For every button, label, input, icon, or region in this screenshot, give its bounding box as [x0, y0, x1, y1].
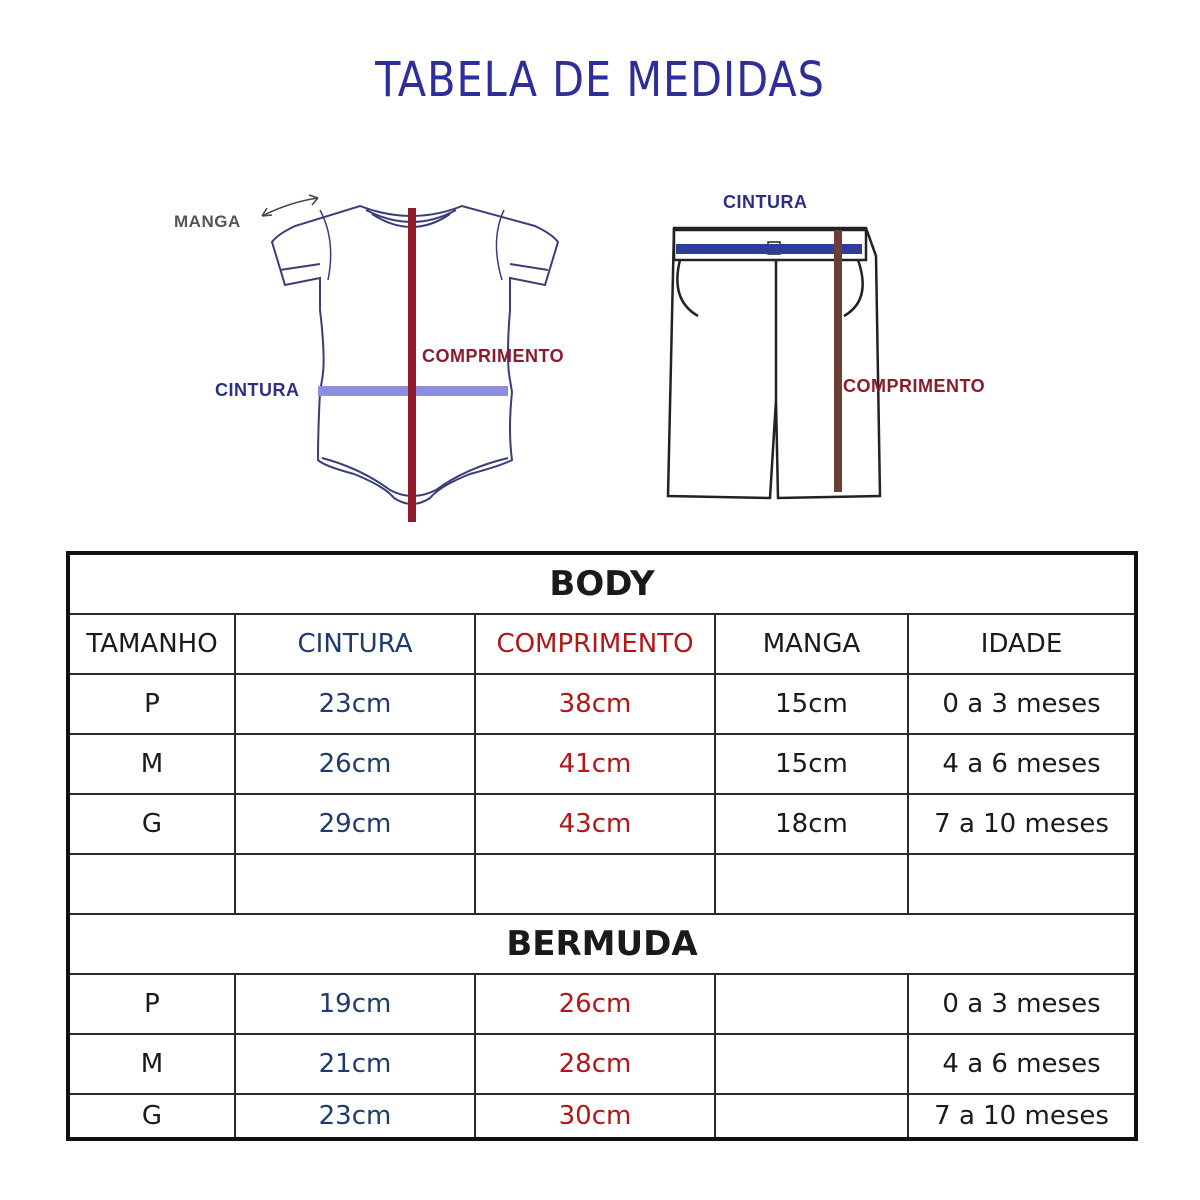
waist-cell: 19cm — [235, 974, 475, 1034]
waist-cell: 21cm — [235, 1034, 475, 1094]
body-waist-label: CINTURA — [215, 380, 300, 400]
sleeve-arrow-icon — [262, 195, 318, 216]
size-cell: P — [68, 674, 235, 734]
waist-cell: 29cm — [235, 794, 475, 854]
age-cell: 7 a 10 meses — [908, 1094, 1136, 1139]
size-cell: P — [68, 974, 235, 1034]
sleeve-cell — [715, 974, 908, 1034]
table-row — [68, 734, 1136, 794]
header-waist: CINTURA — [235, 614, 475, 674]
table-row — [68, 1034, 1136, 1094]
body-section-row — [68, 553, 1136, 614]
age-cell: 0 a 3 meses — [908, 974, 1136, 1034]
header-sleeve: MANGA — [715, 614, 908, 674]
table-row — [68, 974, 1136, 1034]
age-cell: 7 a 10 meses — [908, 794, 1136, 854]
table-row — [68, 674, 1136, 734]
table-row — [68, 1094, 1136, 1139]
size-cell: G — [68, 1094, 235, 1139]
waist-cell: 23cm — [235, 1094, 475, 1139]
empty-row — [68, 854, 1136, 914]
header-age: IDADE — [908, 614, 1136, 674]
length-cell: 41cm — [475, 734, 715, 794]
size-cell: G — [68, 794, 235, 854]
age-cell: 4 a 6 meses — [908, 1034, 1136, 1094]
length-cell: 38cm — [475, 674, 715, 734]
body-length-label: COMPRIMENTO — [422, 346, 565, 366]
size-table — [66, 551, 1138, 1141]
table-row — [68, 794, 1136, 854]
size-cell: M — [68, 734, 235, 794]
sleeve-cell — [715, 1034, 908, 1094]
sleeve-cell: 15cm — [715, 734, 908, 794]
sleeve-cell — [715, 1094, 908, 1139]
shorts-length-bar — [834, 230, 842, 492]
body-section-title: BODY — [68, 553, 1136, 614]
waist-cell: 26cm — [235, 734, 475, 794]
waist-cell: 23cm — [235, 674, 475, 734]
sleeve-cell: 15cm — [715, 674, 908, 734]
shorts-waist-label: CINTURA — [723, 192, 808, 212]
garment-diagrams — [0, 130, 1200, 550]
length-cell: 43cm — [475, 794, 715, 854]
header-size: TAMANHO — [68, 614, 235, 674]
bermuda-section-row — [68, 914, 1136, 974]
shorts-length-label: COMPRIMENTO — [843, 376, 986, 396]
body-sleeve-label: MANGA — [174, 212, 241, 231]
age-cell: 4 a 6 meses — [908, 734, 1136, 794]
header-row — [68, 614, 1136, 674]
length-cell: 26cm — [475, 974, 715, 1034]
body-length-bar — [408, 208, 416, 522]
header-length: COMPRIMENTO — [475, 614, 715, 674]
body-onesie-diagram — [0, 130, 640, 550]
length-cell: 28cm — [475, 1034, 715, 1094]
bermuda-section-title: BERMUDA — [68, 914, 1136, 974]
page-title: TABELA DE MEDIDAS — [375, 50, 825, 108]
size-cell: M — [68, 1034, 235, 1094]
sleeve-cell: 18cm — [715, 794, 908, 854]
age-cell: 0 a 3 meses — [908, 674, 1136, 734]
length-cell: 30cm — [475, 1094, 715, 1139]
shorts-outline — [668, 228, 880, 498]
